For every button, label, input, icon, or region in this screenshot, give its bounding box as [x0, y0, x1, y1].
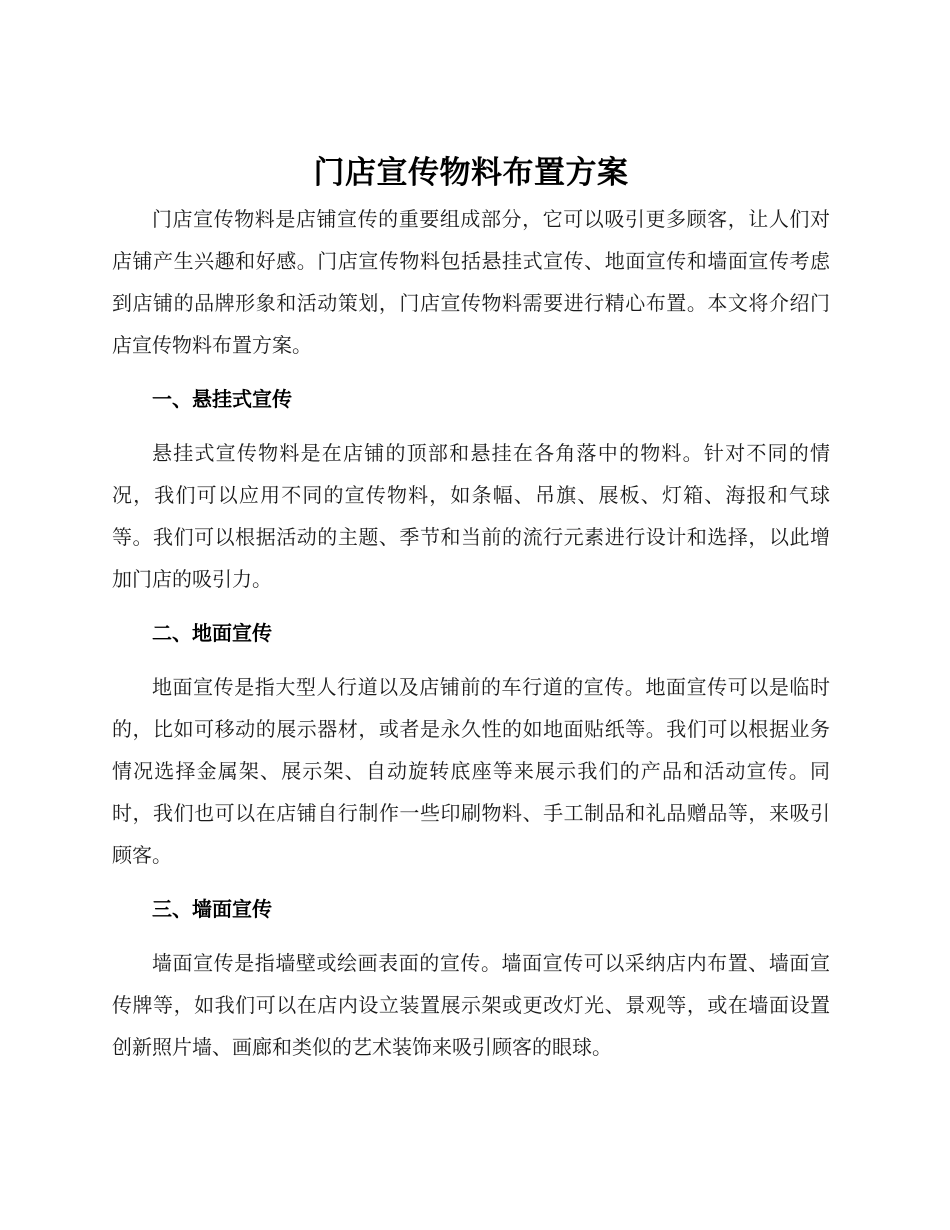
document-title: 门店宣传物料布置方案: [313, 155, 629, 191]
intro-paragraph: 门店宣传物料是店铺宣传的重要组成部分，它可以吸引更多顾客，让人们对店铺产生兴趣和好感。门店宣传物料包括悬挂式宣传、地面宣传和墙面宣传考虑到店铺的品牌形象和活动策划，门店宣传物料需要进行精心布置。本文将介绍门店宣传物料布置方案。: [112, 207, 830, 357]
section-body-wall: 墙面宣传是指墙壁或绘画表面的宣传。墙面宣传可以采纳店内布置、墙面宣传牌等，如我们可以在店内设立装置展示架或更改灯光、景观等，或在墙面设置创新照片墙、画廊和类似的艺术装饰来吸引顾客的眼球。: [112, 951, 830, 1059]
document-body: [112, 148, 830, 1068]
section-body-ground: 地面宣传是指大型人行道以及店铺前的车行道的宣传。地面宣传可以是临时的，比如可移动的展示器材，或者是永久性的如地面贴纸等。我们可以根据业务情况选择金属架、展示架、自动旋转底座等来展示我们的产品和活动宣传。同时，我们也可以在店铺自行制作一些印刷物料、手工制品和礼品赠品等，来吸引顾客。: [112, 675, 830, 867]
section-body-hanging: 悬挂式宣传物料是在店铺的顶部和悬挂在各角落中的物料。针对不同的情况，我们可以应用不同的宣传物料，如条幅、吊旗、展板、灯箱、海报和气球等。我们可以根据活动的主题、季节和当前的流行元素进行设计和选择，以此增加门店的吸引力。: [112, 441, 830, 591]
section-heading-wall: 三、墙面宣传: [152, 897, 272, 921]
section-heading-ground: 二、地面宣传: [152, 621, 272, 645]
section-heading-hanging: 一、悬挂式宣传: [152, 387, 292, 411]
